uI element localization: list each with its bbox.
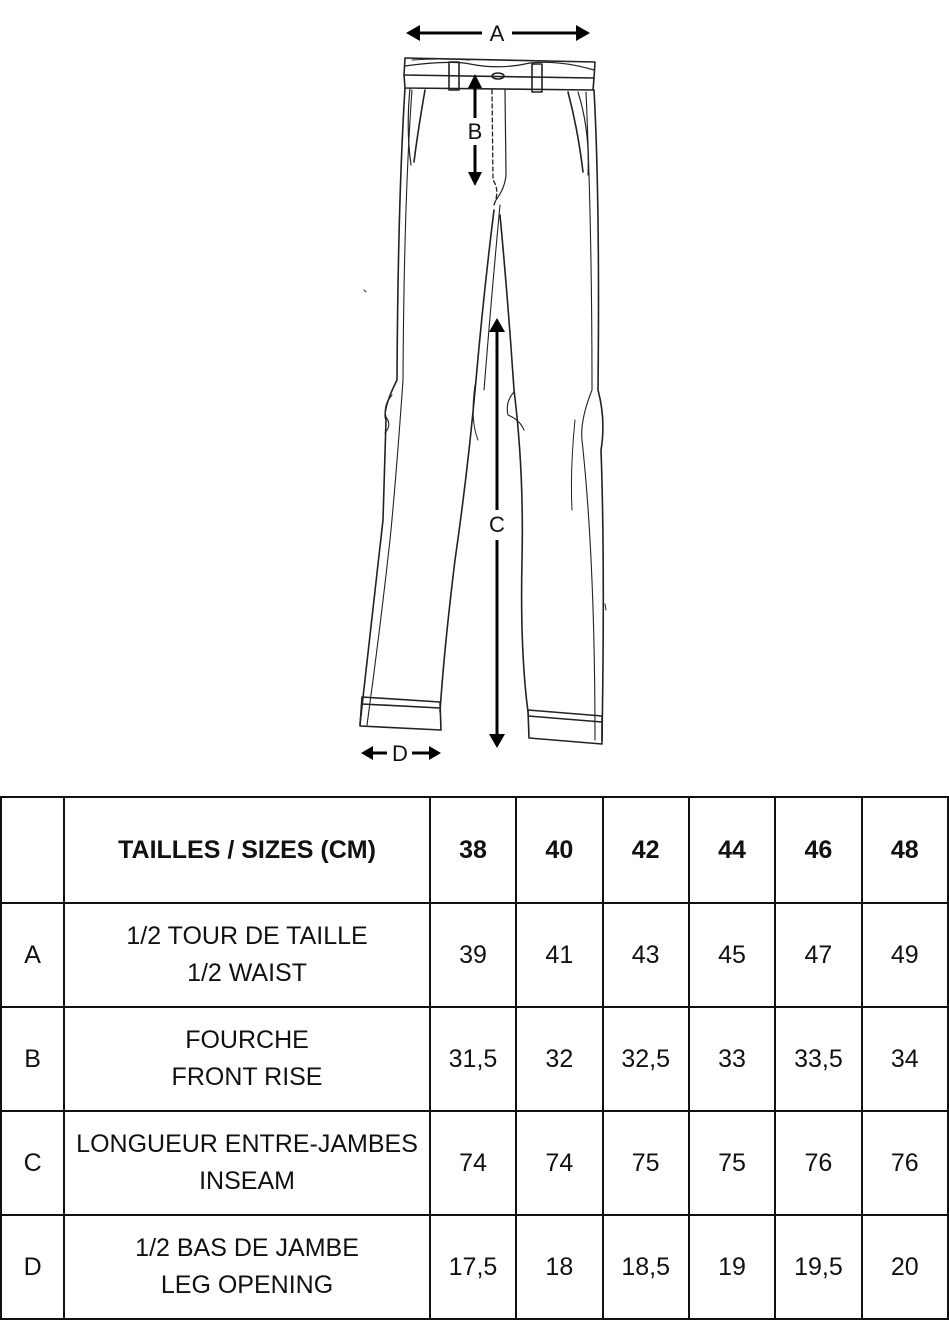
row-label-en: 1/2 WAIST	[187, 959, 307, 987]
value-cell: 19,5	[775, 1215, 861, 1319]
row-label-fr: 1/2 BAS DE JAMBE	[135, 1234, 359, 1262]
value-cell: 76	[775, 1111, 861, 1215]
size-header: 48	[862, 797, 948, 903]
table-row	[1, 903, 948, 1007]
size-header: 42	[603, 797, 689, 903]
row-label-fr: 1/2 TOUR DE TAILLE	[126, 922, 368, 950]
value-cell: 33,5	[775, 1007, 861, 1111]
row-description	[64, 1215, 430, 1319]
value-cell: 41	[516, 903, 602, 1007]
value-cell: 18	[516, 1215, 602, 1319]
row-letter: B	[1, 1007, 64, 1111]
value-cell: 34	[862, 1007, 948, 1111]
value-cell: 43	[603, 903, 689, 1007]
table-row	[1, 1007, 948, 1111]
size-header: 40	[516, 797, 602, 903]
measure-label-a: A	[489, 21, 505, 46]
size-header: 44	[689, 797, 775, 903]
value-cell: 32,5	[603, 1007, 689, 1111]
value-cell: 76	[862, 1111, 948, 1215]
value-cell: 31,5	[430, 1007, 516, 1111]
value-cell: 47	[775, 903, 861, 1007]
header-empty-cell	[1, 797, 64, 903]
row-label-en: LEG OPENING	[160, 1271, 334, 1299]
table-row	[1, 1111, 948, 1215]
table-header-row	[1, 797, 948, 903]
row-description	[64, 1111, 430, 1215]
value-cell: 18,5	[603, 1215, 689, 1319]
value-cell: 33	[689, 1007, 775, 1111]
row-description	[64, 903, 430, 1007]
value-cell: 49	[862, 903, 948, 1007]
size-header: 46	[775, 797, 861, 903]
row-label-fr: LONGUEUR ENTRE-JAMBES	[76, 1130, 418, 1158]
value-cell: 17,5	[430, 1215, 516, 1319]
measure-label-b: B	[467, 119, 483, 144]
value-cell: 39	[430, 903, 516, 1007]
size-header: 38	[430, 797, 516, 903]
measure-label-d: D	[392, 741, 408, 766]
table-row	[1, 1215, 948, 1319]
value-cell: 74	[430, 1111, 516, 1215]
row-letter: A	[1, 903, 64, 1007]
row-label-fr: FOURCHE	[185, 1026, 309, 1054]
row-description	[64, 1007, 430, 1111]
value-cell: 75	[689, 1111, 775, 1215]
value-cell: 20	[862, 1215, 948, 1319]
row-letter: C	[1, 1111, 64, 1215]
row-letter: D	[1, 1215, 64, 1319]
value-cell: 75	[603, 1111, 689, 1215]
row-label-en: INSEAM	[199, 1167, 295, 1195]
header-title: TAILLES / SIZES (CM)	[64, 797, 430, 903]
value-cell: 19	[689, 1215, 775, 1319]
row-label-en: FRONT RISE	[171, 1063, 323, 1091]
value-cell: 32	[516, 1007, 602, 1111]
value-cell: 45	[689, 903, 775, 1007]
size-chart-table	[0, 796, 949, 1320]
value-cell: 74	[516, 1111, 602, 1215]
measure-label-c: C	[489, 512, 505, 537]
